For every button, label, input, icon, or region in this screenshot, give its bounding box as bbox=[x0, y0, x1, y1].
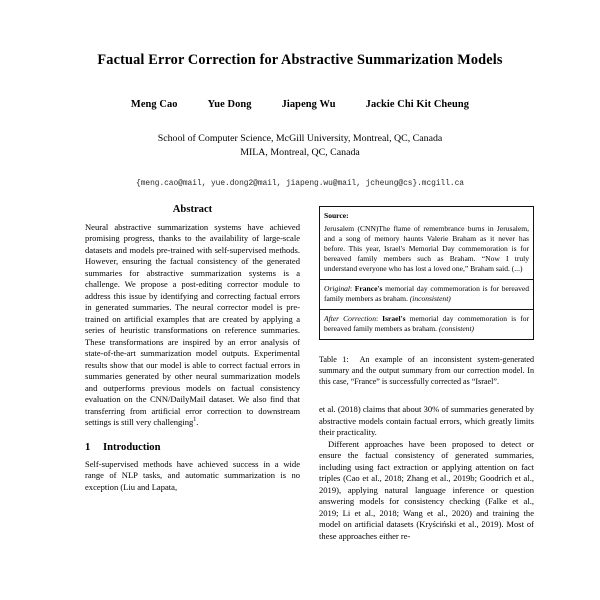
right-paragraph-1: et al. (2018) claims that about 30% of summaries generated by abstractive models contain factual errors, which greatly limits their practicality. bbox=[319, 404, 534, 438]
abstract-text bbox=[85, 222, 300, 429]
body-columns bbox=[0, 200, 600, 542]
section-heading-introduction bbox=[85, 442, 300, 453]
table-source-text: Jerusalem (CNN)The flame of remembrance burns in Jerusalem, and a song of memory haunts Valerie Braham as it never has before. This year, Israel's Memorial Day commemoration is for bereaved family members such as Braham. “Now I truly understand everyone who has lost a loved one,” Braham said. (...) bbox=[324, 224, 529, 274]
table-original-tag: (inconsistent) bbox=[409, 294, 451, 304]
author-name: Jiapeng Wu bbox=[281, 98, 336, 110]
affiliation-line: MILA, Montreal, QC, Canada bbox=[240, 147, 360, 159]
column-spacer bbox=[319, 387, 534, 404]
page-title: Factual Error Correction for Abstractive Summarization Models bbox=[97, 52, 503, 68]
table-corrected-text: memorial day commemoration is for bereaved family members as braham. bbox=[324, 314, 529, 334]
section-number: 1 bbox=[85, 441, 91, 453]
section-title: Introduction bbox=[103, 441, 161, 453]
table-source-cell bbox=[320, 207, 533, 279]
table-original-label: Original bbox=[324, 284, 350, 294]
table-corrected-label: After Correction bbox=[324, 314, 376, 324]
table-colon: : bbox=[375, 314, 383, 324]
author-list bbox=[58, 99, 542, 110]
affiliation-line: School of Computer Science, McGill University, Montreal, QC, Canada bbox=[157, 132, 443, 144]
table-original-cell bbox=[320, 279, 533, 309]
table-original-text: memorial day commemoration is for bereaved family members as braham. bbox=[324, 284, 529, 304]
author-name: Jackie Chi Kit Cheung bbox=[365, 98, 470, 110]
title-block bbox=[0, 0, 600, 188]
table-original-entity: France's bbox=[354, 284, 383, 294]
table-colon: : bbox=[350, 284, 355, 294]
left-column bbox=[85, 200, 300, 542]
table-1-figure bbox=[319, 206, 534, 340]
table-corrected-cell bbox=[320, 309, 533, 339]
table-corrected-entity: Israel's bbox=[382, 314, 406, 324]
intro-paragraph: Self-supervised methods have achieved success in a wide range of NLP tasks, and automatic summarization is no exception (Liu and Lapata, bbox=[85, 458, 300, 492]
table-corrected-tag: (consistent) bbox=[438, 324, 475, 334]
table-source-label: Source: bbox=[324, 211, 349, 220]
abstract-period: . bbox=[196, 417, 199, 428]
right-paragraph-2: Different approaches have been proposed to detect or ensure the factual consistency of generated summaries, including using fact extraction or applying attention on fact triples (Cao et al., 2018; Zhang et al., 2019b; Goodrich et al., 2019), applying natural language inference or question answering models for consistency checking (Falke et al., 2019; Li et al., 2018; Wang et al., 2020) and training the model on artificial datasets (Kryściński et al., 2019). Most of these approaches either re- bbox=[319, 438, 534, 541]
footnote-marker: 1 bbox=[193, 417, 197, 424]
author-name: Yue Dong bbox=[207, 98, 252, 110]
table-caption-label: Table 1: bbox=[319, 355, 349, 365]
right-column bbox=[319, 200, 534, 542]
table-caption bbox=[319, 354, 534, 387]
abstract-body: Neural abstractive summarization systems have achieved promising progress, thanks to the availability of large-scale datasets and models pre-trained with self-supervised methods. However, ensuring the factual consistency of the generated summaries for abstractive summarization systems is a challenge. We propose a post-editing corrector module to address this issue by identifying and correcting factual errors in generated summaries. The neural corrector model is pre-trained on artificial examples that are created by applying a series of heuristic transformations on reference summaries. These transformations are inspired by an error analysis of state-of-the-art summarization model outputs. Experimental results show that our model is able to correct factual errors in summaries generated by other neural summarization models and outperforms previous models on factual consistency evaluation on the CNN/DailyMail dataset. We also find that transferring from artificial error correction to downstream settings is still very challenging bbox=[85, 222, 300, 428]
affiliation-block bbox=[58, 132, 542, 161]
table-caption-text: An example of an inconsistent system-generated summary and the output summary from our correction model. In this case, “France” is successfully corrected as “Israel”. bbox=[319, 355, 534, 387]
author-name: Meng Cao bbox=[130, 98, 178, 110]
abstract-heading: Abstract bbox=[172, 204, 213, 215]
author-emails: {meng.cao@mail, yue.dong2@mail, jiapeng.wu@mail, jcheung@cs}.mcgill.ca bbox=[136, 178, 464, 188]
